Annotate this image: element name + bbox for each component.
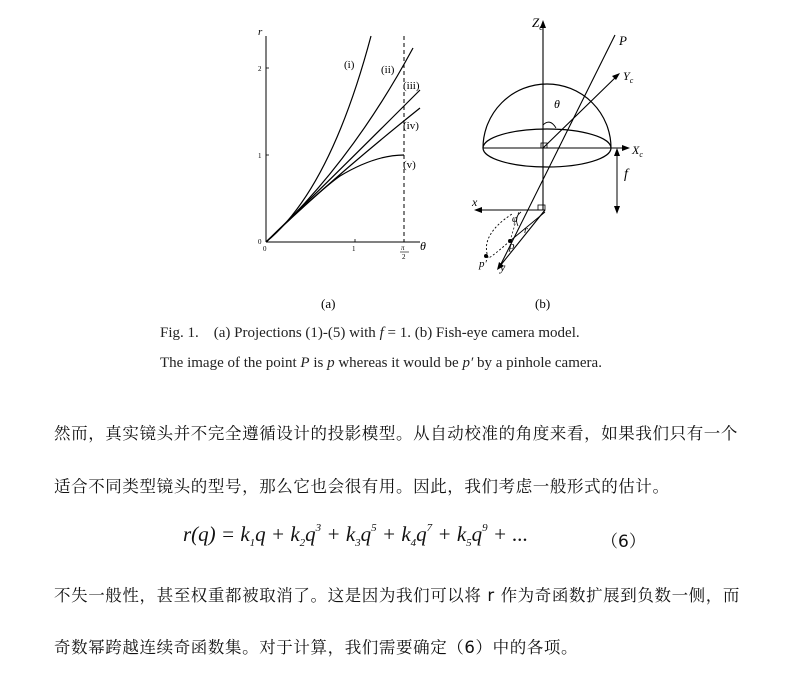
paragraph-1-line-2: 适合不同类型镜头的型号，那么它也会很有用。因此，我们考虑一般形式的估计。 <box>54 477 670 496</box>
panel-b-label: (b) <box>535 296 551 311</box>
y-c-label: $Y_c$ <box>623 69 634 85</box>
curve-iv <box>266 108 420 242</box>
curve-label-iii: (iii) <box>403 80 420 92</box>
r-small-label: r <box>524 225 528 236</box>
phi-label: φ <box>512 214 518 225</box>
x-tick-0: 0 <box>263 245 267 253</box>
caption-line-1: Fig. 1. (a) Projections (1)-(5) with f = 1. (b) Fish-eye camera model. <box>160 325 580 341</box>
ray-to-P <box>500 35 615 266</box>
curve-label-ii: (ii) <box>381 64 395 76</box>
curve-label-iv: (iv) <box>403 120 419 132</box>
y-small-label: y <box>500 260 506 274</box>
panel-a-label: (a) <box>321 296 336 311</box>
y-axis-label: r <box>258 26 263 38</box>
origin-label: 0 <box>258 238 262 246</box>
paragraph-2-line-2: 奇数幂跨越连续奇函数集。对于计算，我们需要确定（6）中的各项。 <box>54 638 579 657</box>
x-tick-2: 2 <box>402 253 406 261</box>
p-small-label: p <box>509 240 515 252</box>
curve-label-i: (i) <box>344 59 355 71</box>
y-tick-1: 1 <box>258 152 262 160</box>
equation-6: $r(q) = k_1q + k_2q^3 + k_3q^5 + k_4q^7 + k_5q^9$ + ... <box>183 522 529 549</box>
x-tick-pi: π <box>401 244 405 252</box>
x-axis-label: θ <box>420 239 426 253</box>
p-big-label: P <box>619 33 627 48</box>
y-tick-2: 2 <box>258 65 262 73</box>
x-small-label: x <box>472 195 478 209</box>
paragraph-2-line-1: 不失一般性，甚至权重都被取消了。这是因为我们可以将 r 作为奇函数扩展到负数一侧，而 <box>54 586 740 605</box>
x-tick-1: 1 <box>352 245 356 253</box>
curve-label-v: (v) <box>403 159 416 171</box>
curve-ii <box>266 48 413 242</box>
x-c-label: $X_c$ <box>632 143 643 159</box>
caption-line-2: The image of the point P is p whereas it would be p′ by a pinhole camera. <box>160 355 602 371</box>
f-label: f <box>624 167 628 182</box>
equation-number: （6） <box>601 532 646 552</box>
z-c-label: $Z_c$ <box>532 15 543 32</box>
figure-panel-a <box>250 22 430 317</box>
figure-caption <box>160 318 760 378</box>
figure-panel-b <box>455 10 675 320</box>
p-prime-label: p′ <box>479 258 487 270</box>
curve-i <box>266 36 371 242</box>
hemisphere <box>483 84 611 148</box>
curve-iii <box>266 90 420 242</box>
theta-label: θ <box>554 97 560 111</box>
y-c-axis <box>543 75 618 148</box>
paragraph-1-line-1: 然而，真实镜头并不完全遵循设计的投影模型。从自动校准的角度来看，如果我们只有一个 <box>54 424 738 443</box>
